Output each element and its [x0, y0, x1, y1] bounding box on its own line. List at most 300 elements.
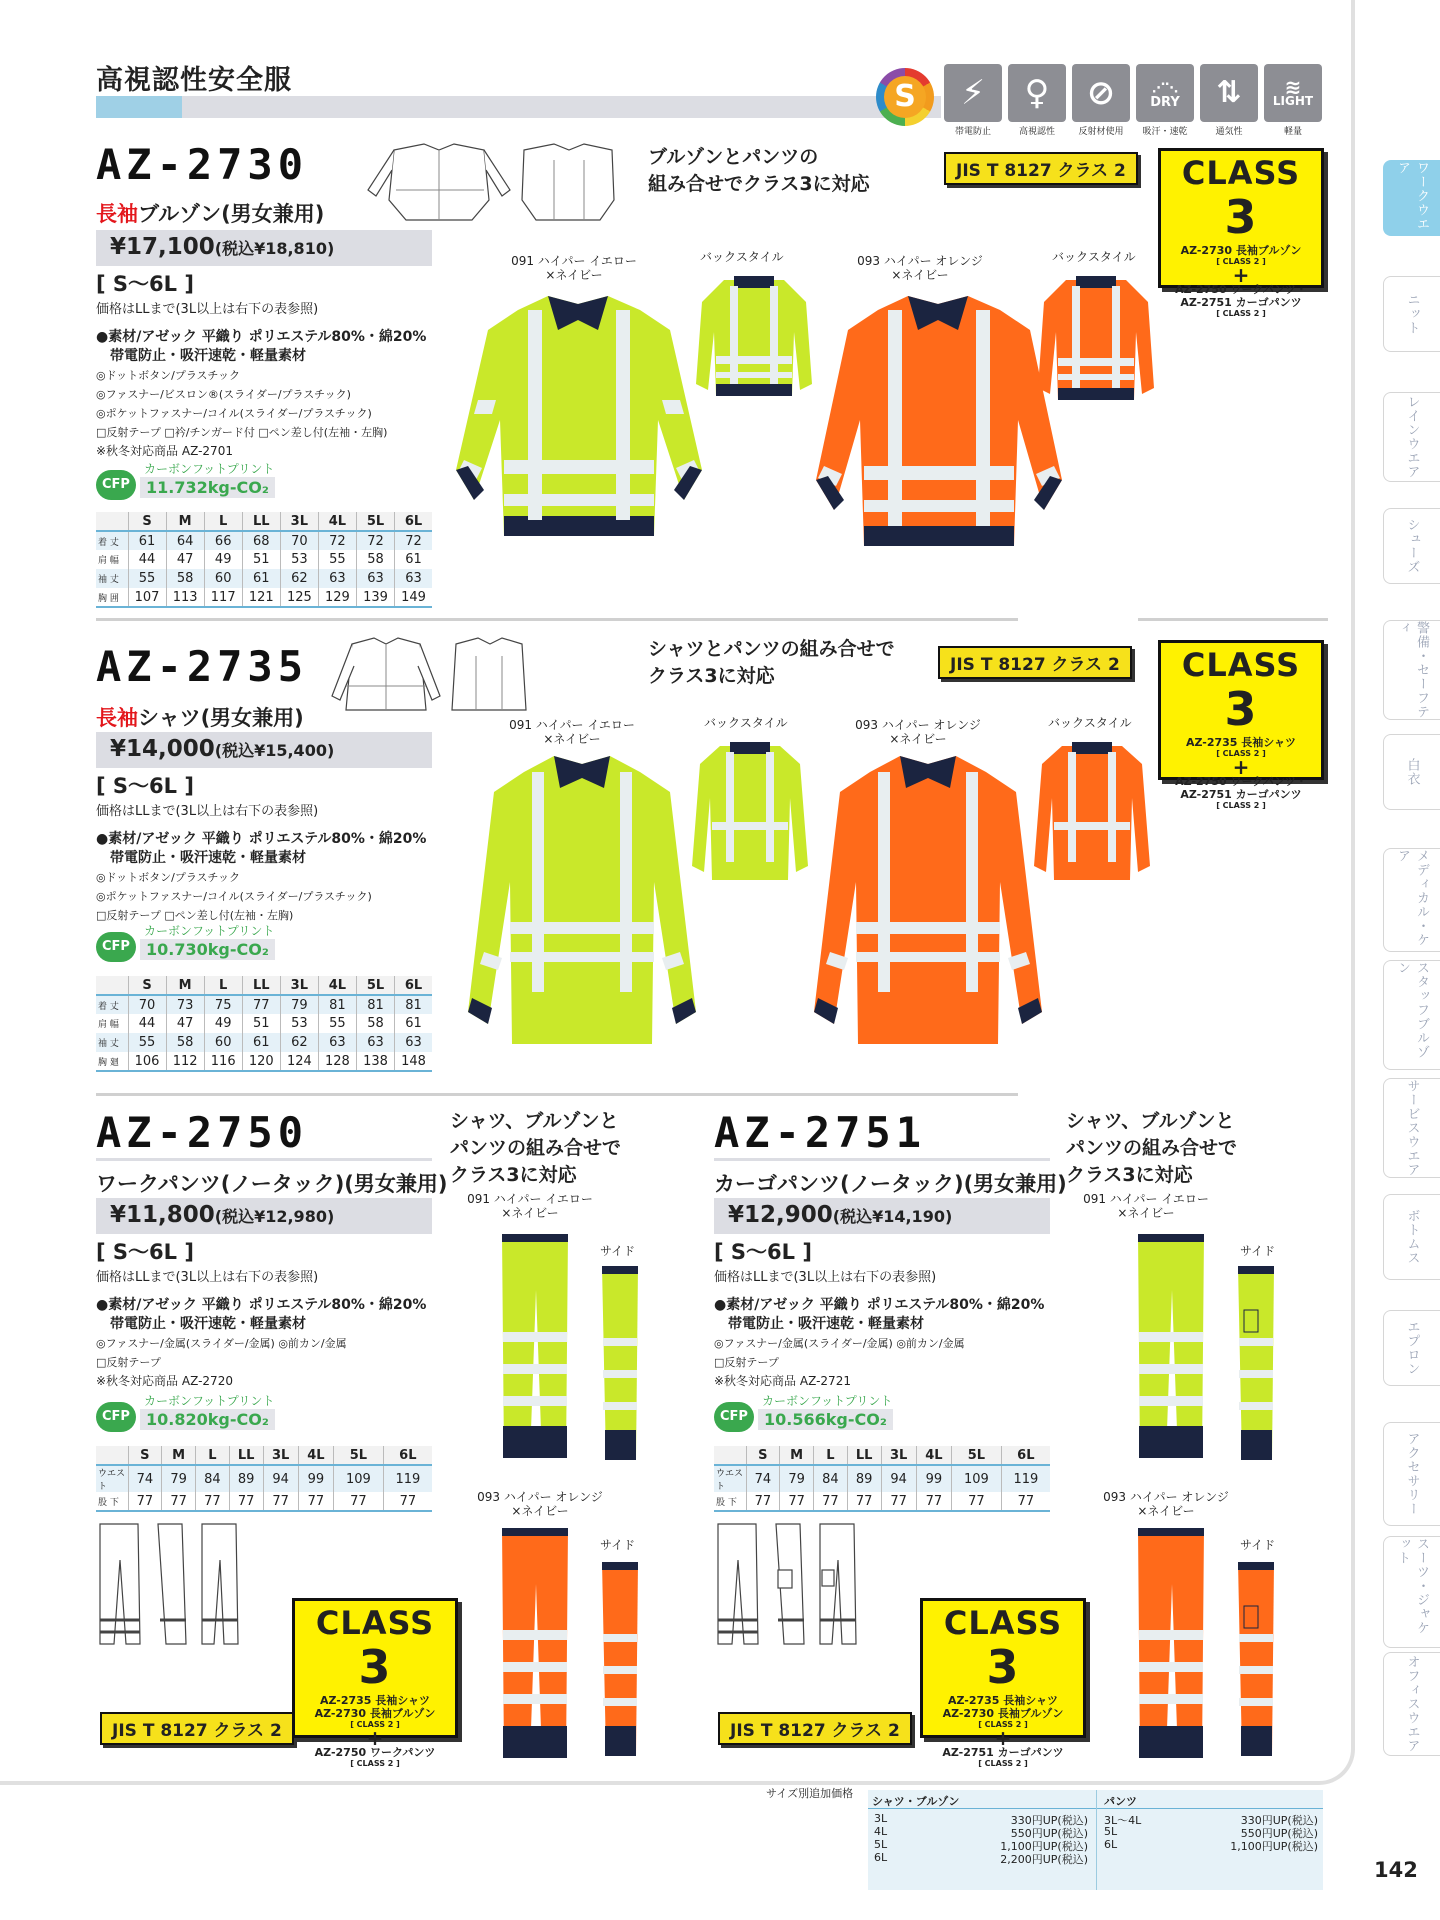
cell: 77	[847, 1492, 881, 1511]
cell: 81	[395, 995, 432, 1014]
price-tax: (税込¥14,190)	[832, 1207, 953, 1226]
name-rest: シャツ(男女兼用)	[138, 706, 304, 730]
cfp-icon: CFP	[96, 932, 136, 962]
row-label: 袖 丈	[96, 1033, 128, 1052]
material-2750	[96, 1296, 456, 1391]
price: ¥12,900	[728, 1202, 833, 1228]
shirt-header: シャツ・ブルゾン	[872, 1795, 960, 1808]
class-line: [ CLASS 2 ]	[1216, 257, 1266, 266]
class-num: 3	[1224, 190, 1258, 244]
back-style-label: バックスタイル	[1052, 250, 1136, 264]
side-label: サイド	[600, 1244, 636, 1258]
cell: 61	[242, 1033, 280, 1052]
color-label-orange: 093 ハイパー オレンジ ×ネイビー	[855, 718, 981, 746]
th: 5L	[334, 1446, 384, 1465]
size: 3L	[874, 1812, 888, 1825]
cell: 58	[166, 569, 204, 588]
th: S	[128, 976, 166, 995]
workpants-orange	[500, 1524, 570, 1760]
size-table-2730	[96, 512, 432, 608]
price-bar-2735	[96, 732, 432, 768]
class3-badge-2735	[1158, 640, 1324, 810]
cell: 63	[395, 1033, 432, 1052]
cell: 77	[1001, 1492, 1050, 1511]
material-line2: 帯電防止・吸汗速乾・軽量素材	[110, 1316, 306, 1332]
cell: 70	[128, 995, 166, 1014]
cell: 77	[195, 1492, 229, 1511]
price: 550円UP(税込)	[1010, 1827, 1088, 1840]
cell: 77	[229, 1492, 263, 1511]
class-line: AZ-2751 カーゴパンツ	[1180, 296, 1302, 309]
detail: ◎ポケットファスナー/コイル(スライダー/プラスチック)	[96, 407, 372, 420]
cell: 109	[952, 1465, 1002, 1492]
tab-service-wear[interactable]: サービスウエア	[1383, 1078, 1440, 1178]
cargopants-yellow-side	[1234, 1262, 1278, 1462]
workpants-yellow	[500, 1230, 570, 1460]
model-underline	[96, 1158, 432, 1161]
cell: 74	[746, 1465, 780, 1492]
cell: 125	[280, 588, 318, 607]
cell: 84	[195, 1465, 229, 1492]
shirt-orange-front	[810, 752, 1046, 1046]
product-name-2750: ワークパンツ(ノータック)(男女兼用)	[96, 1172, 448, 1196]
additional-price-table	[868, 1790, 1323, 1890]
tab-medical-care[interactable]: メディカル・ケア	[1383, 848, 1440, 952]
class-plus: +	[994, 1726, 1012, 1750]
th: L	[195, 1446, 229, 1465]
name-red: 長袖	[96, 706, 138, 730]
cell: 55	[128, 569, 166, 588]
table-row	[96, 550, 432, 569]
side-label: サイド	[1240, 1244, 1276, 1258]
cargopants-orange	[1136, 1524, 1206, 1760]
price: ¥17,100	[110, 234, 215, 260]
section-divider	[96, 1093, 1018, 1096]
cell: 77	[383, 1492, 432, 1511]
class-plus: +	[1232, 755, 1250, 779]
th: 6L	[383, 1446, 432, 1465]
size: 3L～4L	[1104, 1814, 1142, 1827]
cell: 75	[204, 995, 242, 1014]
cell: 60	[204, 1033, 242, 1052]
cell: 47	[166, 550, 204, 569]
color-label-orange: 093 ハイパー オレンジ ×ネイビー	[1103, 1490, 1229, 1518]
class-word: CLASS	[315, 1604, 435, 1642]
class-line: AZ-2735 長袖シャツ	[947, 1694, 1059, 1707]
price-bar-2750	[96, 1198, 432, 1234]
th: LL	[242, 976, 280, 995]
class-line: AZ-2751 カーゴパンツ	[1180, 788, 1302, 801]
back-style-label: バックスタイル	[704, 716, 788, 730]
cfp-value: 11.732kg-CO₂	[140, 477, 275, 498]
tab-security-safety[interactable]: 警備・セーフティ	[1383, 620, 1440, 720]
detail: ◎ドットボタン/プラスチック	[96, 871, 240, 884]
jis-badge-2735: JIS T 8127 クラス 2	[938, 646, 1132, 679]
class-line: AZ-2750 ワークパンツ・	[1175, 283, 1307, 296]
cfp-label: カーボンフットプリント	[144, 1394, 275, 1408]
price: 1,100円UP(税込)	[1230, 1840, 1318, 1853]
cell: 44	[128, 1014, 166, 1033]
price: 2,200円UP(税込)	[1000, 1853, 1088, 1866]
model-underline	[714, 1158, 1050, 1161]
dry-icon: ⋰⋱ DRY	[1136, 64, 1194, 122]
table-corner	[96, 512, 128, 531]
material-line: ●素材/アゼック 平織り ポリエステル80%・綿20%	[714, 1297, 1045, 1313]
price-bar-2730	[96, 230, 432, 266]
cell: 94	[263, 1465, 298, 1492]
th: S	[746, 1446, 780, 1465]
color-label-yellow: 091 ハイパー イエロー ×ネイビー	[1083, 1192, 1209, 1220]
material-2751	[714, 1296, 1074, 1391]
size-table-2735	[96, 976, 432, 1072]
cell: 89	[847, 1465, 881, 1492]
th: 3L	[881, 1446, 916, 1465]
row-label: 肩 幅	[98, 1020, 119, 1030]
autumn-note: ※秋冬対応商品 AZ-2721	[714, 1374, 851, 1388]
class-line: [ CLASS 2 ]	[978, 1759, 1028, 1768]
shirt-yellow-back	[690, 738, 810, 884]
back-style-label: バックスタイル	[1048, 716, 1132, 730]
price-bar-2751	[714, 1198, 1050, 1234]
class-line: AZ-2730 長袖ブルゾン	[314, 1707, 436, 1720]
cell: 58	[166, 1033, 204, 1052]
cfp-icon: CFP	[96, 1402, 136, 1432]
class-word: CLASS	[943, 1604, 1063, 1642]
cell: 107	[128, 588, 166, 607]
cell: 77	[780, 1492, 814, 1511]
class-word: CLASS	[1181, 154, 1301, 192]
combo-note-2735: シャツとパンツの組み合せで クラス3に対応	[648, 638, 895, 687]
cell: 89	[229, 1465, 263, 1492]
price: ¥11,800	[110, 1202, 215, 1228]
cargopants-line-drawing	[714, 1520, 864, 1650]
th: L	[204, 512, 242, 531]
table-row	[96, 569, 432, 588]
row-label: ウエスト	[96, 1465, 128, 1492]
cell: 53	[280, 1014, 318, 1033]
cell: 77	[952, 1492, 1002, 1511]
cell: 61	[395, 550, 432, 569]
cell: 63	[356, 1033, 394, 1052]
row-label: 胸 廻	[96, 1052, 128, 1071]
price-tax: (税込¥18,810)	[214, 239, 335, 258]
detail: □反射テープ □ペン差し付(左袖・左胸)	[96, 909, 294, 922]
cell: 77	[746, 1492, 780, 1511]
table-row	[714, 1465, 1050, 1492]
material-line2: 帯電防止・吸汗速乾・軽量素材	[728, 1316, 924, 1332]
pants-header: パンツ	[1104, 1795, 1137, 1808]
cell: 49	[204, 550, 242, 569]
detail: ◎ファスナー/ビスロン®(スライダー/プラスチック)	[96, 388, 351, 401]
back-style-label: バックスタイル	[700, 250, 784, 264]
size-range-2751: [ S～6L ]	[714, 1240, 812, 1264]
dry-text: DRY	[1150, 95, 1180, 110]
class-plus: +	[1232, 263, 1250, 287]
cell: 81	[356, 995, 394, 1014]
color-label-orange: 093 ハイパー オレンジ ×ネイビー	[477, 1490, 603, 1518]
cell: 62	[280, 1033, 318, 1052]
product-name-2730	[96, 198, 324, 228]
shirt-yellow-front	[464, 752, 700, 1046]
table-corner	[96, 1446, 128, 1465]
class-line: [ CLASS 2 ]	[978, 1720, 1028, 1729]
class-num: 3	[1224, 682, 1258, 736]
cell: 63	[318, 569, 356, 588]
class3-badge-2751	[920, 1598, 1086, 1768]
cell: 77	[128, 1492, 162, 1511]
cell: 51	[242, 1014, 280, 1033]
cell: 63	[395, 569, 432, 588]
cell: 63	[356, 569, 394, 588]
detail: □反射テープ □衿/チンガード付 □ペン差し付(左袖・左胸)	[96, 426, 388, 439]
shirt-orange-back	[1032, 738, 1152, 884]
feature-icons	[944, 64, 1328, 138]
tab-rainwear[interactable]: レインウエア	[1383, 392, 1440, 482]
th: 6L	[395, 512, 432, 531]
price-note-2750: 価格はLLまで(3L以上は右下の表参照)	[96, 1270, 319, 1285]
th: 4L	[298, 1446, 333, 1465]
tab-bottoms[interactable]: ボトムス	[1383, 1194, 1440, 1280]
autumn-note: ※秋冬対応商品 AZ-2701	[96, 444, 233, 458]
class-word: CLASS	[1181, 646, 1301, 684]
class-plus: +	[366, 1726, 384, 1750]
class-line: AZ-2730 長袖ブルゾン	[942, 1707, 1064, 1720]
table-row	[96, 1014, 432, 1033]
cell: 112	[166, 1052, 204, 1071]
detail: ◎ポケットファスナー/コイル(スライダー/プラスチック)	[96, 890, 372, 903]
cell: 53	[280, 550, 318, 569]
class-line: AZ-2735 長袖シャツ	[319, 1694, 431, 1707]
size: 5L	[1104, 1825, 1118, 1838]
cell: 149	[395, 588, 432, 607]
detail: ◎ドットボタン/プラスチック	[96, 369, 240, 382]
tab-accessory[interactable]: アクセサリー	[1383, 1422, 1440, 1526]
tab-white-coat[interactable]: 白衣	[1383, 734, 1440, 810]
price-note-2730: 価格はLLまで(3L以上は右下の表参照)	[96, 302, 319, 317]
cell: 119	[1001, 1465, 1050, 1492]
size-range-2735: [ S～6L ]	[96, 774, 194, 798]
size: 4L	[874, 1825, 888, 1838]
cargopants-orange-side	[1234, 1558, 1278, 1758]
cell: 61	[242, 569, 280, 588]
material-2730	[96, 328, 456, 461]
table-corner	[96, 976, 128, 995]
class-line: [ CLASS 2 ]	[350, 1759, 400, 1768]
cell: 55	[318, 1014, 356, 1033]
combo-note-2751: シャツ、ブルゾンと パンツの組み合せで クラス3に対応	[1066, 1110, 1238, 1186]
material-line: ●素材/アゼック 平織り ポリエステル80%・綿20%	[96, 1297, 427, 1313]
model-number-2735: AZ-2735	[96, 642, 309, 691]
th: S	[128, 1446, 162, 1465]
cell: 74	[128, 1465, 162, 1492]
table-corner	[714, 1446, 746, 1465]
shirt-line-drawing	[330, 636, 530, 720]
th: 3L	[280, 976, 318, 995]
header-bar	[96, 96, 941, 118]
price: 330円UP(税込)	[1010, 1814, 1088, 1827]
breath-icon: ⇅	[1200, 64, 1258, 122]
cell: 66	[204, 531, 242, 550]
table-row	[96, 531, 432, 550]
size-range-2750: [ S～6L ]	[96, 1240, 194, 1264]
cell: 119	[383, 1465, 432, 1492]
cell: 109	[334, 1465, 384, 1492]
th: 6L	[395, 976, 432, 995]
cell: 79	[280, 995, 318, 1014]
tab-staff-blouson[interactable]: スタッフブルゾン	[1383, 960, 1440, 1070]
tab-shoes[interactable]: シューズ	[1383, 508, 1440, 584]
cell: 116	[204, 1052, 242, 1071]
price: 330円UP(税込)	[1240, 1814, 1318, 1827]
material-line: ●素材/アゼック 平織り ポリエステル80%・綿20%	[96, 831, 427, 847]
feature-label: 通気性	[1215, 127, 1243, 137]
cfp-label: カーボンフットプリント	[144, 462, 275, 476]
cell: 61	[395, 1014, 432, 1033]
feature-label: 高視認性	[1018, 127, 1055, 137]
cell: 148	[395, 1052, 432, 1071]
light-text: LIGHT	[1272, 94, 1314, 108]
row-label: 着 丈	[96, 995, 128, 1014]
feature-label: 帯電防止	[954, 127, 991, 137]
cell: 77	[813, 1492, 847, 1511]
detail: ◎ファスナー/金属(スライダー/金属) ◎前カン/金属	[96, 1337, 347, 1350]
cell: 62	[280, 569, 318, 588]
th: 5L	[356, 512, 394, 531]
cell: 64	[166, 531, 204, 550]
feature-label: 反射材使用	[1078, 127, 1124, 137]
cell: 77	[242, 995, 280, 1014]
color-label-yellow: 091 ハイパー イエロー ×ネイビー	[467, 1192, 593, 1220]
section-divider-accent	[1138, 618, 1328, 621]
th: LL	[229, 1446, 263, 1465]
blouson-line-drawing	[364, 140, 616, 226]
class3-badge-2730	[1158, 148, 1324, 318]
size: 6L	[1104, 1838, 1118, 1851]
th: 3L	[280, 512, 318, 531]
cell: 84	[813, 1465, 847, 1492]
cell: 79	[780, 1465, 814, 1492]
cell: 121	[242, 588, 280, 607]
section-divider	[96, 618, 1018, 621]
size: 5L	[874, 1838, 888, 1851]
class-line: AZ-2751 カーゴパンツ	[942, 1746, 1064, 1759]
cell: 70	[280, 531, 318, 550]
material-line2: 帯電防止・吸汗速乾・軽量素材	[110, 850, 306, 866]
cell: 73	[166, 995, 204, 1014]
jacket-orange-front	[808, 290, 1070, 560]
row-label: 胸 囲	[96, 588, 128, 607]
cell: 79	[162, 1465, 196, 1492]
row-label: ウエスト	[714, 1465, 746, 1492]
cell: 128	[318, 1052, 356, 1071]
class-line: [ CLASS 2 ]	[350, 1720, 400, 1729]
tab-suit-jacket[interactable]: スーツ・ジャケット	[1383, 1536, 1440, 1648]
cell: 106	[128, 1052, 166, 1071]
side-label: サイド	[1240, 1538, 1276, 1552]
cell: 77	[263, 1492, 298, 1511]
model-number-2730: AZ-2730	[96, 140, 309, 189]
th: M	[166, 976, 204, 995]
class-line: AZ-2750 ワークパンツ・	[1175, 775, 1307, 788]
th: LL	[242, 512, 280, 531]
workpants-line-drawing	[96, 1520, 246, 1650]
jis-badge-2751: JIS T 8127 クラス 2	[718, 1712, 912, 1745]
th: 3L	[263, 1446, 298, 1465]
cell: 58	[356, 1014, 394, 1033]
cell: 72	[356, 531, 394, 550]
size-table-2750	[96, 1446, 432, 1512]
size: 6L	[874, 1851, 888, 1864]
th: L	[204, 976, 242, 995]
feature-label: 吸汗・速乾	[1142, 127, 1188, 137]
column-divider	[1096, 1790, 1097, 1890]
cfp-icon: CFP	[714, 1402, 754, 1432]
cell: 68	[242, 531, 280, 550]
name-rest: ブルゾン(男女兼用)	[138, 202, 325, 226]
cell: 58	[356, 550, 394, 569]
material-line2: 帯電防止・吸汗速乾・軽量素材	[110, 348, 306, 364]
class-line: [ CLASS 2 ]	[1216, 309, 1266, 318]
cell: 99	[916, 1465, 951, 1492]
row-label: 着 丈	[96, 531, 128, 550]
cell: 113	[166, 588, 204, 607]
tab-knit[interactable]: ニット	[1383, 276, 1440, 352]
price: ¥14,000	[110, 736, 215, 762]
cell: 99	[298, 1465, 333, 1492]
name-red: 長袖	[96, 202, 138, 226]
th: 6L	[1001, 1446, 1050, 1465]
jacket-orange-back	[1036, 272, 1156, 408]
class-num: 3	[986, 1640, 1020, 1694]
combo-note-2730: ブルゾンとパンツの 組み合せでクラス3に対応	[648, 146, 870, 195]
cell: 117	[204, 588, 242, 607]
detail: □反射テープ	[714, 1356, 779, 1369]
product-name-2751: カーゴパンツ(ノータック)(男女兼用)	[714, 1172, 1067, 1196]
table-row	[714, 1492, 1050, 1511]
product-name-2735	[96, 702, 304, 732]
th: M	[162, 1446, 196, 1465]
workpants-orange-side	[598, 1558, 642, 1758]
tab-apron[interactable]: エプロン	[1383, 1310, 1440, 1386]
cell: 138	[356, 1052, 394, 1071]
cell: 129	[318, 588, 356, 607]
class3-badge-2750	[292, 1598, 458, 1768]
table-row	[96, 995, 432, 1014]
light-icon: ≋ LIGHT	[1264, 64, 1322, 122]
cfp-label: カーボンフットプリント	[144, 924, 275, 938]
row-label: 肩 幅	[98, 556, 119, 566]
tab-workwear[interactable]: ワークウエア	[1383, 160, 1440, 236]
price-tax: (税込¥15,400)	[214, 741, 335, 760]
class-line: AZ-2730 長袖ブルゾン	[1180, 244, 1302, 257]
cfp-value: 10.566kg-CO₂	[758, 1409, 893, 1430]
additional-price-title: サイズ別追加価格	[766, 1787, 854, 1800]
table-row	[96, 588, 432, 607]
material-line: ●素材/アゼック 平織り ポリエステル80%・綿20%	[96, 329, 427, 345]
cargopants-yellow	[1136, 1230, 1206, 1460]
row-label: 袖 丈	[96, 569, 128, 588]
tab-office-wear[interactable]: オフィスウエア	[1383, 1652, 1440, 1756]
page-title: 高視認性安全服	[96, 65, 292, 96]
cell: 81	[318, 995, 356, 1014]
cell: 124	[280, 1052, 318, 1071]
class-line: AZ-2735 長袖シャツ	[1185, 736, 1297, 749]
th: S	[128, 512, 166, 531]
s-badge-icon: S	[876, 68, 934, 126]
jis-badge-2750: JIS T 8127 クラス 2	[100, 1712, 294, 1745]
th: L	[813, 1446, 847, 1465]
model-number-2751: AZ-2751	[714, 1108, 927, 1157]
